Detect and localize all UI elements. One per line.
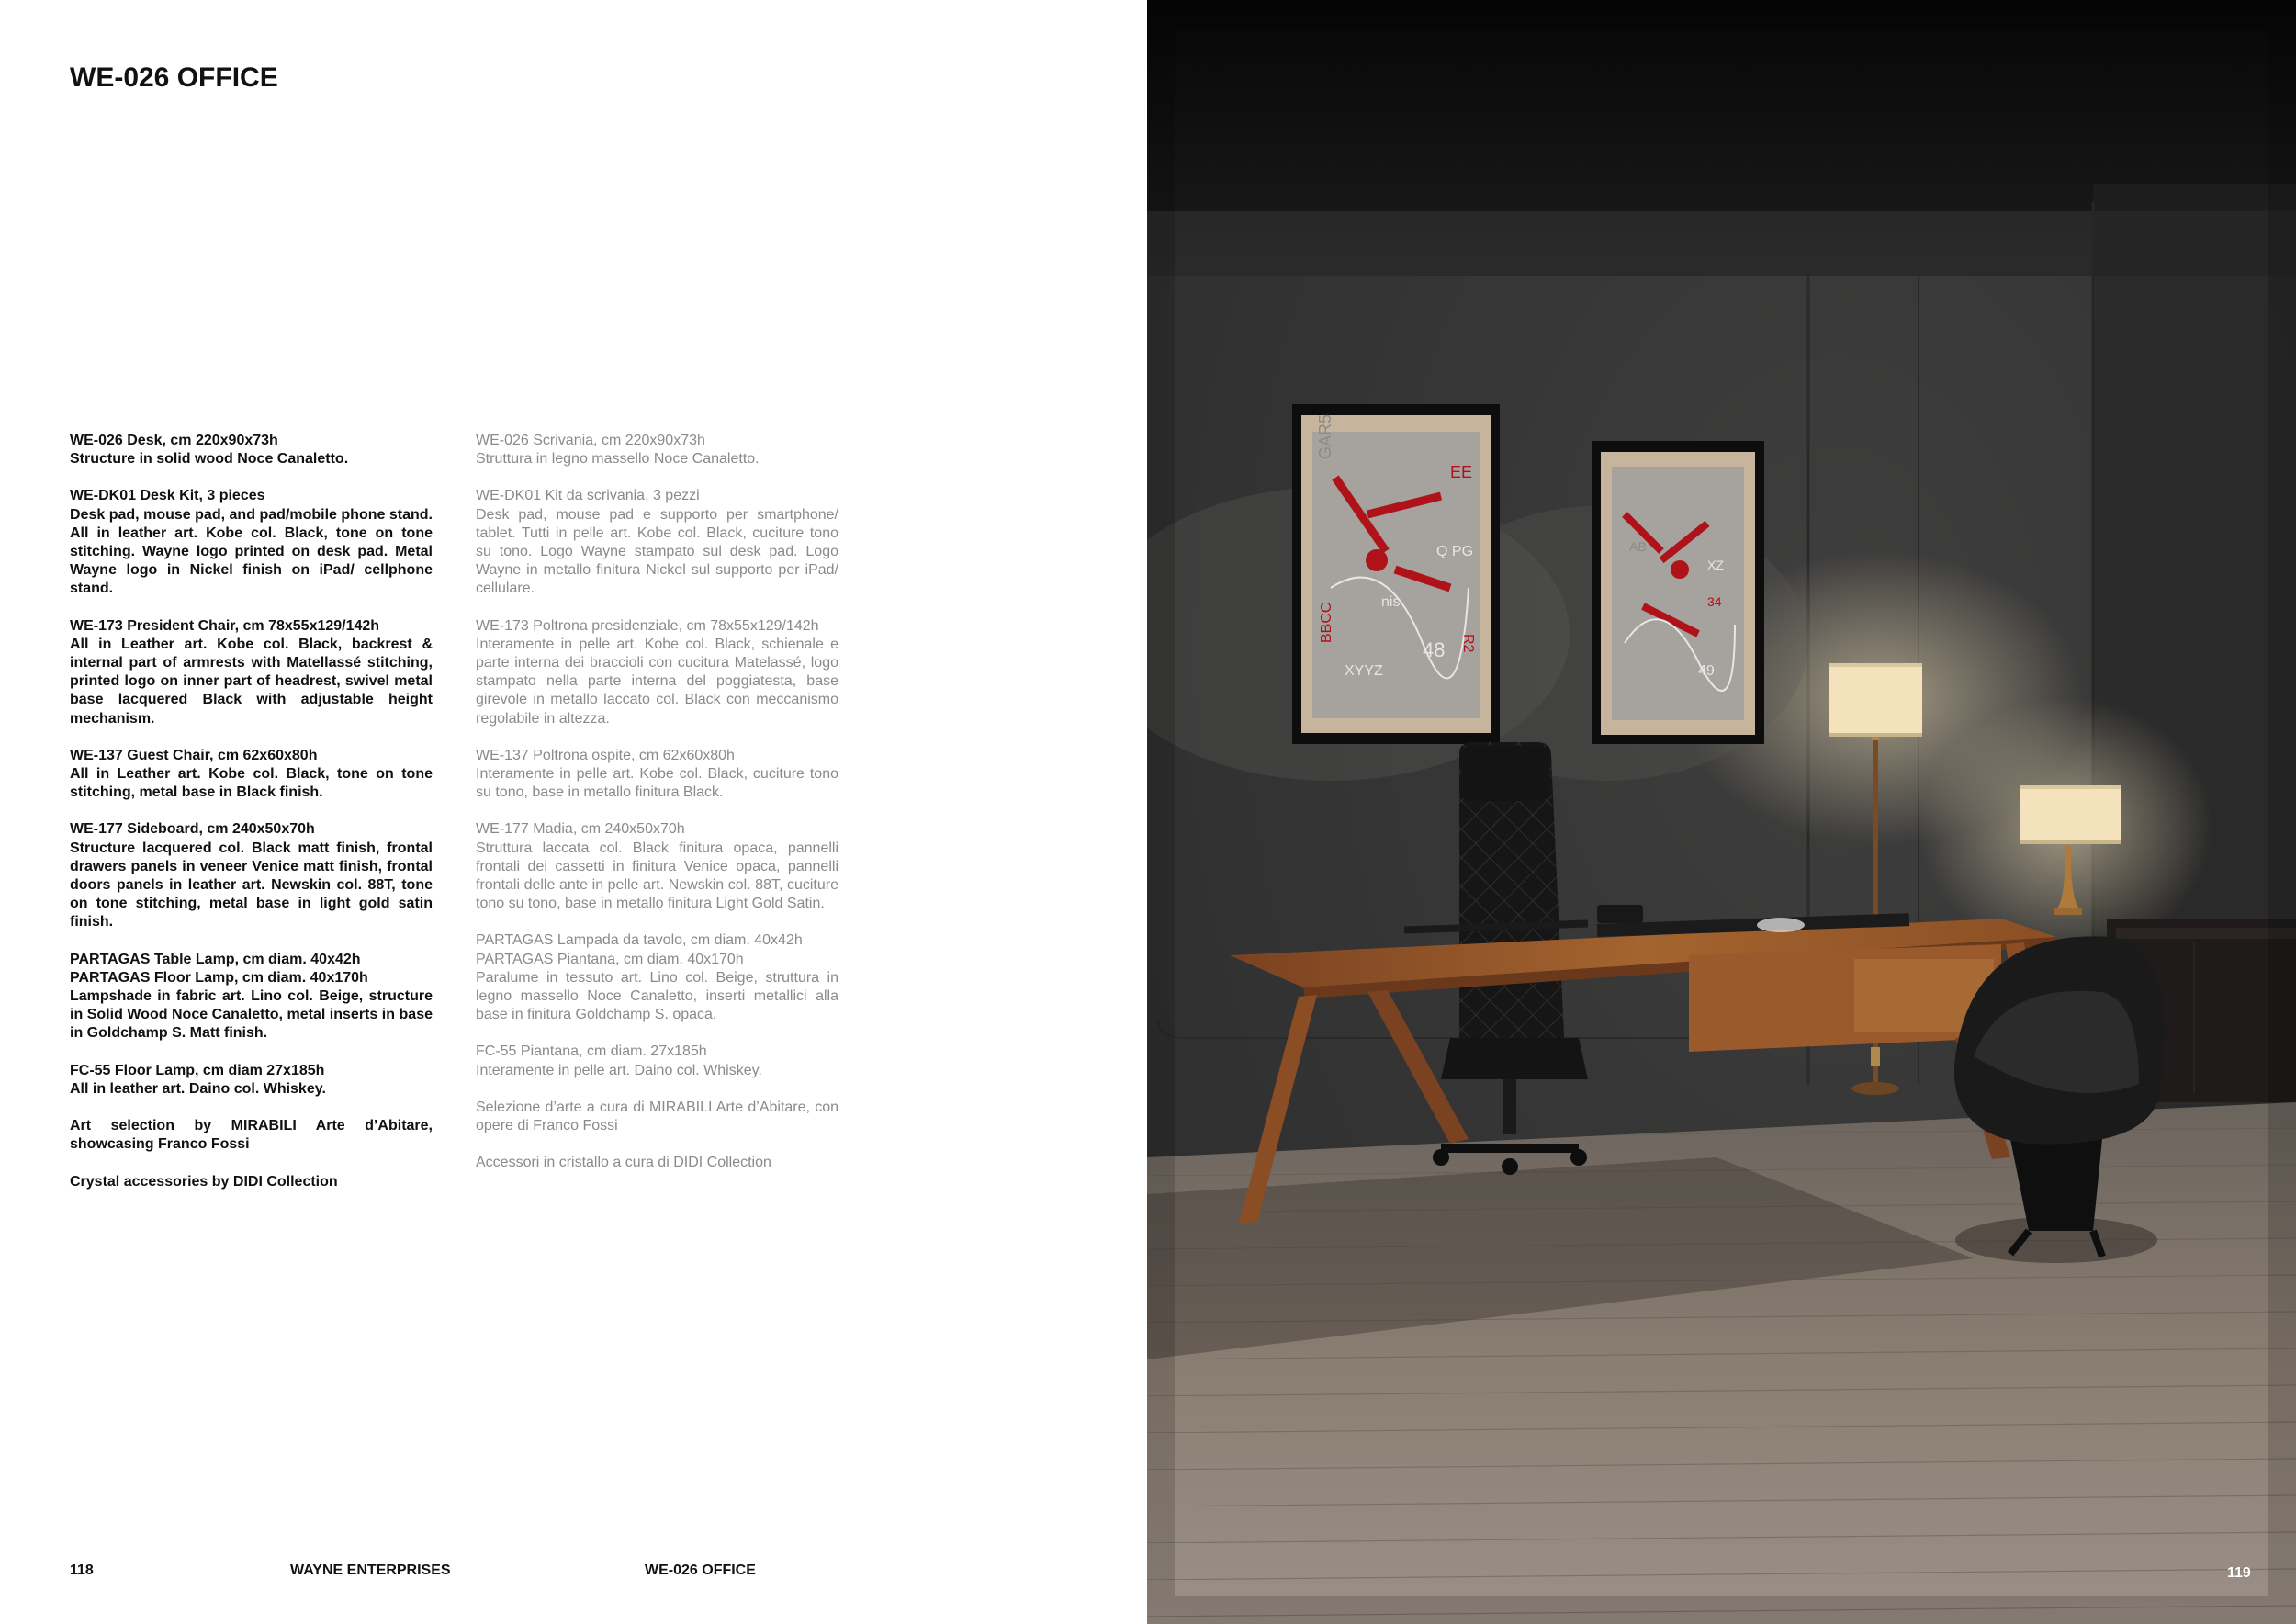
spec-block-crystal-credit [476,1154,838,1172]
spec-heading: PARTAGAS Floor Lamp, cm diam. 40x170h [70,969,368,986]
spec-heading: WE-026 Desk, cm 220x90x73h [70,433,278,448]
artwork-text: 48 [1423,638,1446,661]
spec-block-art-credit [70,1117,433,1154]
spec-heading: WE-137 Guest Chair, cm 62x60x80h [70,747,318,763]
spec-block-crystal-credit [70,1173,433,1191]
artwork-text: 34 [1707,594,1722,609]
artwork-1 [1292,404,1500,744]
spec-block-partagas-lamps [70,951,433,1043]
spec-heading: WE-DK01 Kit da scrivania, 3 pezzi [476,488,700,504]
spec-block-guest-chair [70,747,433,803]
spec-heading: FC-55 Floor Lamp, cm diam 27x185h [70,1062,325,1078]
spec-heading: WE-173 Poltrona presidenziale, cm 78x55x129/142h [476,617,819,634]
spec-block-desk [70,432,433,468]
english-description-column [70,432,433,1210]
spec-heading: WE-DK01 Desk Kit, 3 pieces [70,488,265,504]
spec-heading: PARTAGAS Lampada da tavolo, cm diam. 40x42h [476,932,803,949]
spec-block-floor-lamp [70,1062,433,1099]
spec-block-art-credit [476,1099,838,1135]
spec-text: All in Leather art. Kobe col. Black, tone on tone stitching, metal base in Black finish. [70,766,433,801]
page-title: WE-026 OFFICE [70,62,278,93]
artwork-text: R2 [1460,634,1476,653]
left-page [0,0,1147,1624]
spec-text: Struttura in legno massello Noce Canaletto. [476,451,760,468]
artwork-2 [1592,441,1764,744]
spec-heading: WE-177 Sideboard, cm 240x50x70h [70,821,315,838]
spec-heading: WE-177 Madia, cm 240x50x70h [476,821,685,838]
spec-text: Structure in solid wood Noce Canaletto. [70,451,349,468]
spec-heading: WE-137 Poltrona ospite, cm 62x60x80h [476,747,735,763]
artwork-text: nis [1381,594,1401,610]
spec-text: Desk pad, mouse pad e supporto per smartphone/ tablet. Tutti in pelle art. Kobe col. Black, cuciture tono su tono. Logo Wayne stampato sul desk pad. Logo Wayne in metallo finitura Nickel sul supporto per iPad/ cellulare. [476,506,838,597]
office-photo-illustration [1147,0,2296,1624]
spec-block-sideboard [476,820,838,913]
spec-heading: PARTAGAS Piantana, cm diam. 40x170h [476,951,744,967]
spec-text: Struttura laccata col. Black finitura opaca, pannelli frontali dei cassetti in finitura Venice opaca, pannelli frontali delle ante in pelle art. Newskin col. 88T, cuciture tono su tono, base in metallo finitura Light Gold Satin. [476,840,838,912]
spec-text: All in leather art. Daino col. Whiskey. [70,1080,326,1097]
spec-text: Interamente in pelle art. Daino col. Whiskey. [476,1062,762,1078]
spec-block-desk [476,432,838,468]
spec-block-sideboard [70,820,433,931]
page-number-right: 119 [2227,1565,2251,1581]
artwork-text: XYYZ [1345,663,1383,679]
artwork-text: Q PG [1436,544,1474,559]
artwork-text: XZ [1707,558,1724,572]
spec-text: Lampshade in fabric art. Lino col. Beige, structure in Solid Wood Noce Canaletto, metal inserts in base in Goldchamp S. Matt finish. [70,988,433,1042]
spec-text: Structure lacquered col. Black matt finish, frontal drawers panels in veneer Venice matt finish, frontal doors panels in leather art. Newskin col. 88T, tone on tone stitching, metal base in light gold satin finish. [70,840,433,930]
spec-text: Interamente in pelle art. Kobe col. Black, cuciture tono su tono, base in metallo finitura Black. [476,766,838,801]
spec-heading: Accessori in cristallo a cura di DIDI Collection [476,1155,771,1171]
spec-block-desk-kit [476,487,838,598]
spec-block-guest-chair [476,747,838,803]
spec-text: Selezione d’arte a cura di MIRABILI Arte d’Abitare, con opere di Franco Fossi [476,1099,838,1134]
artwork-text: 49 [1698,663,1715,679]
artwork-text: EE [1450,463,1473,481]
spec-block-president-chair [476,617,838,728]
spec-text: Art selection by MIRABILI Arte d’Abitare, showcasing Franco Fossi [70,1118,433,1153]
spec-text: Interamente in pelle art. Kobe col. Black, schienale e parte interna dei braccioli con cucitura Matelassé, logo stampato nella parte interna del poggiatesta, base girevole in metallo laccato col. Black con meccanismo regolabile in altezza. [476,636,838,727]
spec-block-floor-lamp [476,1043,838,1079]
spec-heading: WE-173 President Chair, cm 78x55x129/142h [70,617,380,634]
spec-text: All in Leather art. Kobe col. Black, backrest & internal part of armrests with Matellassé stitching, printed logo on inner part of headrest, swivel metal base lacquered Black with adjustable height mechanism. [70,636,433,727]
artwork-text: GAR5 [1316,413,1334,459]
spec-heading: Crystal accessories by DIDI Collection [70,1173,338,1190]
artwork-text: AB [1629,539,1647,554]
spec-heading: WE-026 Scrivania, cm 220x90x73h [476,433,705,448]
page-number-left: 118 [70,1562,94,1578]
footer-section-title: WE-026 OFFICE [645,1562,756,1578]
spec-text: Desk pad, mouse pad, and pad/mobile phone stand. All in leather art. Kobe col. Black, tone on tone stitching. Wayne logo printed on desk pad. Metal Wayne logo in Nickel finish on iPad/ cellphone stand. [70,506,433,597]
spec-block-president-chair [70,617,433,728]
artwork-text: BBCC [1319,602,1334,643]
office-photo [1147,0,2296,1624]
italian-description-column [476,432,838,1191]
spec-heading: FC-55 Piantana, cm diam. 27x185h [476,1043,707,1060]
spec-block-desk-kit [70,487,433,598]
spec-heading: PARTAGAS Table Lamp, cm diam. 40x42h [70,951,361,967]
spec-block-partagas-lamps [476,931,838,1024]
spec-text: Paralume in tessuto art. Lino col. Beige, struttura in legno massello Noce Canaletto, inserti metallici alla base in finitura Goldchamp S. opaca. [476,969,838,1023]
footer-brand: WAYNE ENTERPRISES [290,1562,451,1578]
